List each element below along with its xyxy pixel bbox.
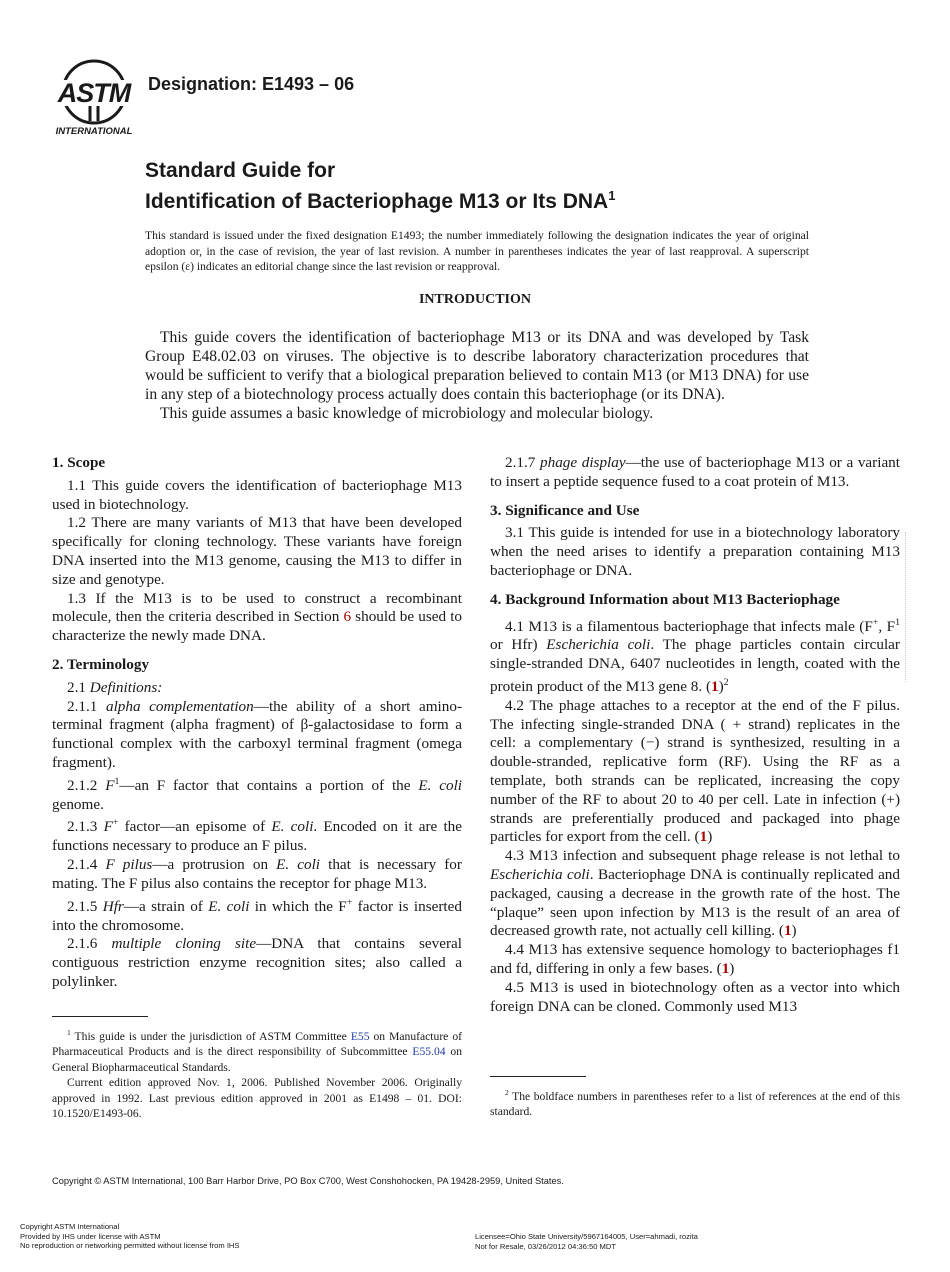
committee-e55-link[interactable]: E55	[350, 1029, 370, 1043]
logo-letters: ASTM	[57, 78, 131, 108]
species: E. coli	[276, 856, 321, 874]
footnote-1	[52, 1016, 462, 1122]
para-2-1-1	[52, 698, 462, 773]
footnote-rule	[52, 1016, 148, 1017]
para-1-2: 1.2 There are many variants of M13 that have been developed specifically for cloning technology. These variants have foreign DNA inserted into the M13 genome, causing the M13 to differ in size and genotype.	[52, 514, 462, 588]
term: F	[105, 776, 115, 794]
term: Hfr	[102, 897, 124, 915]
license-line: Copyright ASTM International	[20, 1222, 120, 1231]
species: E. coli	[208, 897, 250, 915]
sup: +	[346, 896, 353, 908]
text: 4.3 M13 infection and subsequent phage release is not lethal to	[505, 847, 900, 865]
definition-mid: in which the F	[249, 897, 347, 915]
species: E. coli	[271, 818, 314, 836]
para-4-2	[490, 697, 900, 847]
margin-dotted-line	[905, 532, 908, 682]
reference-1-link[interactable]: 1	[721, 960, 730, 978]
title-line-1: Standard Guide for	[145, 159, 336, 182]
document-title	[145, 158, 615, 214]
term: alpha complementation	[105, 697, 254, 715]
num: 2.1.6	[67, 935, 112, 953]
para-2-1-6	[52, 935, 462, 991]
sup: 1	[895, 616, 900, 628]
left-column	[52, 454, 462, 992]
para-4-5: 4.5 M13 is used in biotechnology often as a vector into which foreign DNA can be cloned. Commonly used M13	[490, 978, 900, 1015]
copyright-line: Copyright © ASTM International, 100 Barr Harbor Drive, PO Box C700, West Conshohocken, PA 19428-2959, United States.	[52, 1176, 564, 1186]
text: This guide is under the jurisdiction of ASTM Committee	[70, 1029, 351, 1043]
para-2-1-4	[52, 856, 462, 894]
text: . The phage particles contain circular single-stranded DNA, 6407 nucleotides in length, coated with the protein product of the M13 gene 8. (	[490, 636, 900, 696]
license-stamp-right	[475, 1232, 698, 1251]
para-4-1	[490, 614, 900, 697]
section-3-heading: 3. Significance and Use	[490, 501, 640, 519]
footnote-2	[490, 1076, 900, 1120]
para-2-1-2	[52, 773, 462, 815]
definition: —a protrusion on	[152, 856, 277, 874]
title-line-2-text: Identification of Bacteriophage M13 or Its DNA	[145, 190, 609, 213]
section-4-heading: 4. Background Information about M13 Bacteriophage	[490, 590, 840, 608]
para-4-3	[490, 847, 900, 941]
designation: Designation: E1493 – 06	[148, 74, 355, 94]
term: phage display	[540, 454, 626, 471]
para-2-1-5	[52, 894, 462, 936]
resale-line: Not for Resale, 03/26/2012 04:36:50 MDT	[475, 1241, 616, 1251]
num: 2.1.1	[67, 697, 106, 715]
para-1-3-text: 1.3 If the M13 is to be used to construct a recombinant molecule, then the criteria described in Section	[52, 589, 462, 626]
title-line-2	[145, 183, 615, 214]
title-footnote-mark: 1	[608, 188, 616, 203]
section-2-heading: 2. Terminology	[52, 655, 150, 673]
para-2-1-7	[490, 454, 900, 492]
term: F pilus	[105, 856, 153, 874]
num: 2.1.3	[67, 818, 104, 836]
term: multiple cloning site	[111, 935, 257, 953]
introduction-body	[145, 328, 809, 423]
footnote-2-mark: 2	[505, 1088, 509, 1097]
text: 4.4 M13 has extensive sequence homology to bacteriophages f1 and fd, differing in only a few bases. (	[490, 941, 900, 978]
definition-end: . Encoded on it are the functions necessary to produce an F pilus.	[52, 818, 463, 855]
section-1-heading: 1. Scope	[52, 454, 106, 471]
reference-1-link[interactable]: 1	[699, 828, 708, 846]
license-line: No reproduction or networking permitted without license from IHS	[20, 1241, 240, 1251]
sup: 1	[114, 775, 120, 787]
text: )	[718, 678, 724, 696]
species: E. coli	[418, 776, 463, 794]
para-3-1: 3.1 This guide is intended for use in a biotechnology laboratory when the need arises to identify a preparation containing M13 bacteriophage or DNA.	[490, 524, 900, 579]
section-6-link[interactable]: 6	[343, 608, 352, 626]
text: or Hfr)	[490, 636, 547, 654]
definition-end: that is necessary for mating. The F pilus also contains the receptor for phage M13.	[52, 856, 462, 892]
num: 2.1.7	[505, 454, 540, 471]
num: 2.1	[67, 678, 90, 696]
text: on Manufacture of Pharmaceutical Products and is the direct responsibility of Subcommittee	[52, 1029, 462, 1059]
definition-end: genome.	[52, 795, 104, 813]
logo-wordmark: INTERNATIONAL	[55, 126, 133, 136]
para-1-1: 1.1 This guide covers the identification of bacteriophage M13 used in biotechnology.	[52, 476, 462, 513]
text: )	[729, 960, 735, 978]
licensee-line: Licensee=Ohio State University/5967164005, User=ahmadi, rozita	[475, 1232, 698, 1241]
num: 2.1.2	[67, 776, 106, 794]
text: on General Biopharmaceutical Standards.	[52, 1045, 462, 1074]
issue-note: This standard is issued under the fixed designation E1493; the number immediately following the designation indicates the year of original adoption or, in the case of revision, the year of last revision. A number in parentheses indicates the year of last reapproval. A superscript epsilon (ε) indicates an editorial change since the last revision or reapproval.	[145, 229, 809, 273]
para-4-4	[490, 941, 900, 979]
introduction-paragraph-1: This guide covers the identification of bacteriophage M13 or its DNA and was developed by Task Group E48.02.03 on viruses. The objective is to describe laboratory characterization procedures that would be sufficient to verify that a biological preparation believed to contain M13 (or M13 DNA) for use in any step of a biotechnology process actually does contain this bacteriophage (or its DNA).	[145, 329, 809, 403]
introduction-paragraph-2: This guide assumes a basic knowledge of microbiology and molecular biology.	[160, 405, 654, 422]
text: 4.1 M13 is a filamentous bacteriophage that infects male (F	[505, 617, 873, 635]
footnote-1-mark: 1	[67, 1028, 71, 1037]
num: 2.1.4	[67, 856, 106, 874]
license-line: Provided by IHS under license with ASTM	[20, 1231, 161, 1241]
definition: factor—an episome of	[118, 818, 272, 836]
num: 2.1.5	[67, 897, 103, 915]
term: F	[103, 818, 113, 836]
sup: +	[112, 817, 119, 829]
astm-logo	[52, 58, 136, 136]
right-column	[490, 454, 900, 1016]
para-1-3	[52, 590, 462, 646]
para-2-1-3	[52, 814, 462, 856]
footnote-rule	[490, 1076, 586, 1077]
definition-end: factor is inserted into the chromosome.	[52, 897, 462, 934]
definition: —the use of bacteriophage M13 or a variant to insert a peptide sequence fused to a coat protein of M13.	[490, 454, 900, 490]
introduction-heading: INTRODUCTION	[418, 292, 531, 307]
sup: +	[872, 616, 879, 628]
definition: —the ability of a short amino-terminal fragment (alpha fragment) of β-galactosidase to form a functional complex with the carboxyl terminal fragment (omega fragment).	[52, 697, 462, 771]
footnote-2-mark: 2	[723, 677, 729, 689]
text: 4.2 The phage attaches to a receptor at the end of the F pilus. The infecting single-stranded DNA ( + strand) replicates in the cell: a complementary (−) strand is synthesized, resulting in a double-stranded, replicative form (RF). Using the RF as a template, both strands can be replicated, increasing the copy number of the RF to about 20 to 40 per cell. Late in infection (+) strands are preferentially produced and packaged into phage particles for export from the cell. (	[490, 696, 900, 846]
para-1-3-end: should be used to characterize the newly made DNA.	[52, 608, 463, 645]
text: )	[791, 922, 797, 940]
footnote-1-text	[52, 1025, 462, 1075]
definition: —a strain of	[123, 897, 209, 915]
term: Definitions:	[89, 678, 163, 696]
license-stamp-left	[20, 1222, 239, 1251]
text: )	[707, 828, 713, 846]
definition: —an F factor that contains a portion of the	[119, 776, 419, 794]
definition: —DNA that contains several contiguous restriction enzyme recognition sites; also called a polylinker.	[52, 935, 462, 990]
reference-1-link[interactable]: 1	[711, 678, 719, 696]
text: , F	[878, 617, 896, 635]
text: . Bacteriophage DNA is continually replicated and packaged, causing a decrease in the growth rate of the host. The “plaque” seen upon infection by M13 is the result of an area of decreased growth rate, not actually cell killing. (	[490, 866, 900, 940]
para-2-1	[52, 679, 462, 698]
species: Escherichia coli	[546, 636, 651, 654]
footnote-2-text	[490, 1085, 900, 1120]
species: Escherichia coli	[490, 866, 590, 884]
text: The boldface numbers in parentheses refer to a list of references at the end of this standard.	[490, 1089, 900, 1119]
reference-1-link[interactable]: 1	[783, 922, 792, 940]
subcommittee-e55-04-link[interactable]: E55.04	[412, 1045, 446, 1059]
footnote-1-edition: Current edition approved Nov. 1, 2006. Published November 2006. Originally approved in 1992. Last previous edition approved in 2001 as E1498 – 01. DOI: 10.1520/E1493-06.	[52, 1076, 462, 1121]
